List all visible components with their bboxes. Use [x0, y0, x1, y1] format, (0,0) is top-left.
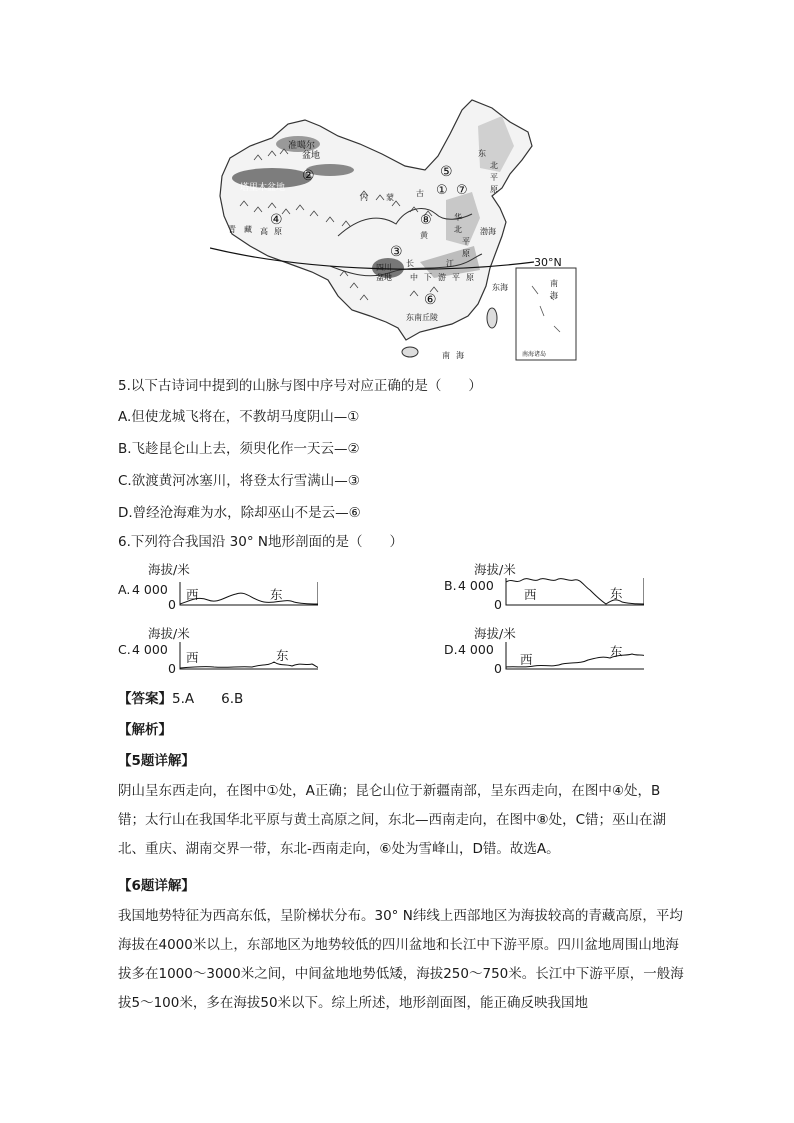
- map-label: 江: [446, 259, 454, 268]
- profile-c-east: 东: [276, 648, 289, 663]
- map-label: 渤海: [480, 227, 496, 236]
- map-label: ⑥: [424, 292, 437, 308]
- profile-b-tick-top: 4 000: [458, 578, 494, 593]
- profile-d-letter: D.: [444, 642, 458, 657]
- map-label: 东海: [492, 283, 508, 292]
- q5-detail-body: 阴山呈东西走向，在图中①处，A正确；昆仑山位于新疆南部，呈东西走向，在图中④处，B错；太行山在我国华北平原与黄土高原之间，东北—西南走向，在图中⑧处，C错；巫山在湖北、重庆、湖南交界一带，东北-西南走向，⑥处为雪峰山，D错。故选A。: [118, 783, 667, 857]
- profile-b-graph: [444, 560, 644, 618]
- map-label: 东南丘陵: [406, 313, 438, 322]
- profile-c-tick-top: 4 000: [132, 642, 168, 657]
- map-label: ②: [302, 168, 315, 184]
- map-label: 原: [466, 273, 474, 282]
- profile-a-letter: A.: [118, 582, 131, 597]
- profile-d-tick-top: 4 000: [458, 642, 494, 657]
- q6-detail-heading: 【6题详解】: [118, 878, 195, 894]
- map-label: 海: [456, 351, 464, 360]
- map-label: 30°N: [534, 256, 562, 269]
- profile-d-ylabel: 海拔/米: [474, 626, 516, 641]
- profile-a-west: 西: [186, 587, 199, 602]
- map-label: 原: [462, 249, 470, 258]
- map-label: 南海诸岛: [522, 351, 547, 358]
- map-label: 平: [462, 237, 470, 246]
- map-label: 下: [424, 273, 432, 282]
- map-label: 青: [228, 225, 236, 234]
- taiwan-island: [487, 308, 497, 328]
- q5-option-c: C.欲渡黄河冰塞川，将登太行雪满山—③: [118, 473, 360, 489]
- map-label: 盆地: [376, 273, 392, 282]
- map-label: ④: [270, 212, 283, 228]
- map-label: 高: [260, 227, 268, 236]
- map-label: 中: [410, 273, 418, 282]
- analysis-heading: 【解析】: [118, 722, 172, 738]
- profile-c-graph: [118, 624, 318, 682]
- map-label: 平: [490, 173, 498, 182]
- q5-detail-heading: 【5题详解】: [118, 753, 195, 769]
- map-label: 游: [438, 273, 446, 282]
- profile-c: [118, 624, 318, 682]
- south-sea-inset: [516, 268, 576, 360]
- map-label: 内: [360, 193, 368, 202]
- profile-a-tick-zero: 0: [168, 597, 176, 612]
- map-label: 北: [490, 161, 498, 170]
- map-label: 原: [274, 227, 282, 236]
- profile-a-east: 东: [270, 587, 283, 602]
- answer-line: [118, 687, 243, 707]
- map-label: 东: [478, 149, 486, 158]
- profile-b-tick-zero: 0: [494, 597, 502, 612]
- map-label: ⑤: [440, 164, 453, 180]
- profile-b-east: 东: [610, 586, 623, 601]
- q5-option-a: A.但使龙城飞将在，不教胡马度阴山—①: [118, 409, 360, 425]
- profile-c-west: 西: [186, 650, 199, 665]
- map-label: 原: [490, 185, 498, 194]
- answer-label: 【答案】: [118, 691, 172, 707]
- map-label: 蒙: [386, 193, 394, 202]
- map-label: ①: [436, 183, 448, 198]
- map-label: 黄: [420, 231, 428, 240]
- hainan-island: [402, 347, 418, 357]
- map-label: 藏: [244, 225, 252, 234]
- map-label: 塔里木盆地: [240, 183, 286, 193]
- q6-stem: 6.下列符合我国沿 30° N地形剖面的是（ ）: [118, 534, 403, 550]
- profile-a-ylabel: 海拔/米: [148, 562, 190, 577]
- map-label: 准噶尔: [288, 141, 316, 151]
- q6-detail-body: 我国地势特征为西高东低，呈阶梯状分布。30° N纬线上西部地区为海拔较高的青藏高原，平均海拔在4000米以上，东部地区为地势较低的四川盆地和长江中下游平原。四川盆地周围山地海拔多在1000～3000米之间，中间盆地地势低矮，海拔250～750米。长江中下游平原，一般海拔5～100米，多在海拔50米以下。综上所述，地形剖面图，能正确反映我国地: [118, 908, 684, 1011]
- profile-b-letter: B.: [444, 578, 457, 593]
- map-label: ⑦: [456, 183, 468, 198]
- map-label: 盆地: [302, 151, 321, 161]
- q5-option-b: B.飞趁昆仑山上去，须臾化作一天云—②: [118, 441, 360, 457]
- profile-c-tick-zero: 0: [168, 661, 176, 676]
- answer-text: 5.A 6.B: [172, 691, 244, 707]
- profile-b-ylabel: 海拔/米: [474, 562, 516, 577]
- map-label: 海: [550, 291, 558, 300]
- map-label: 南: [442, 351, 450, 360]
- map-label: ⑧: [420, 213, 432, 228]
- map-label: 平: [452, 273, 460, 282]
- profile-d-west: 西: [520, 652, 533, 667]
- profile-b-west: 西: [524, 587, 537, 602]
- map-label: 南: [550, 279, 558, 288]
- map-label: 古: [416, 189, 424, 198]
- map-label: 四川: [376, 263, 392, 272]
- map-label: 北: [454, 225, 462, 234]
- q5-option-d: D.曾经沧海难为水，除却巫山不是云—⑥: [118, 505, 361, 521]
- profile-d-graph: [444, 624, 644, 682]
- map-label: 长: [406, 259, 414, 268]
- china-terrain-map: [210, 96, 586, 364]
- profile-a-graph: [118, 560, 318, 618]
- q5-stem: 5.以下古诗词中提到的山脉与图中序号对应正确的是（ ）: [118, 378, 482, 394]
- profile-c-ylabel: 海拔/米: [148, 626, 190, 641]
- profile-b: [444, 560, 644, 618]
- map-label: 华: [454, 213, 462, 222]
- profile-d-east: 东: [610, 644, 623, 659]
- profile-d-tick-zero: 0: [494, 661, 502, 676]
- profile-d: [444, 624, 644, 682]
- profile-a: [118, 560, 318, 618]
- profile-a-tick-top: 4 000: [132, 582, 168, 597]
- map-label: ③: [390, 244, 403, 260]
- profile-c-letter: C.: [118, 642, 131, 657]
